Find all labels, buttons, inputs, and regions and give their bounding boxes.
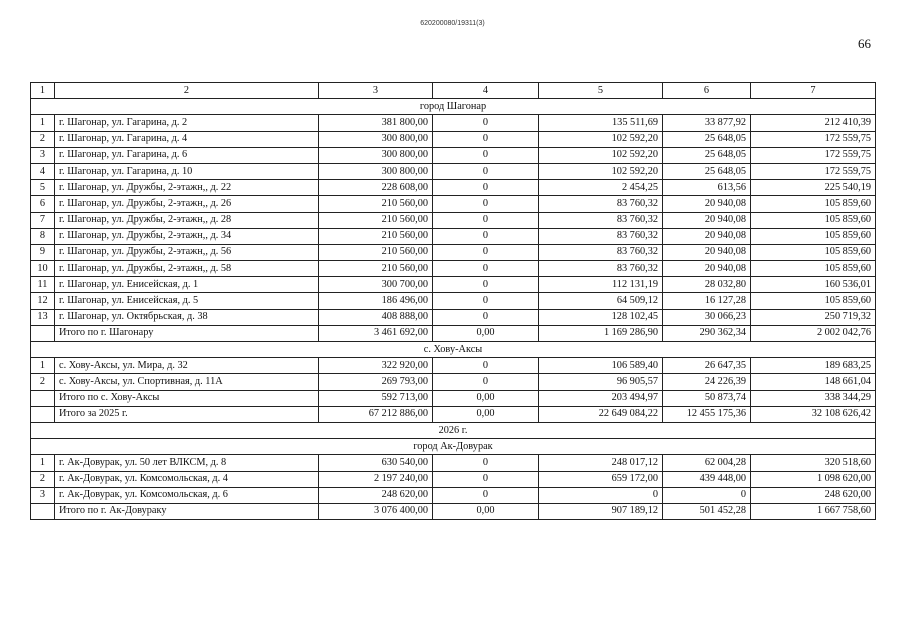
- value-cell: 105 859,60: [751, 244, 876, 260]
- value-cell: 2 454,25: [539, 180, 663, 196]
- value-cell: 630 540,00: [319, 455, 433, 471]
- value-cell: 83 760,32: [539, 196, 663, 212]
- value-cell: 28 032,80: [663, 277, 751, 293]
- section-title: город Ак-Довурак: [31, 439, 876, 455]
- value-cell: 112 131,19: [539, 277, 663, 293]
- value-cell: 3 076 400,00: [319, 503, 433, 519]
- value-cell: 106 589,40: [539, 358, 663, 374]
- row-number-cell: [31, 390, 55, 406]
- value-cell: 2 197 240,00: [319, 471, 433, 487]
- address-cell: г. Ак-Довурак, ул. 50 лет ВЛКСМ, д. 8: [55, 455, 319, 471]
- address-cell: г. Ак-Довурак, ул. Комсомольская, д. 4: [55, 471, 319, 487]
- value-cell: 210 560,00: [319, 212, 433, 228]
- value-cell: 300 700,00: [319, 277, 433, 293]
- value-cell: 300 800,00: [319, 147, 433, 163]
- value-cell: 33 877,92: [663, 115, 751, 131]
- address-cell: г. Шагонар, ул. Дружбы, 2-этажн,, д. 58: [55, 261, 319, 277]
- table-row: [31, 180, 876, 196]
- address-cell: с. Хову-Аксы, ул. Спортивная, д. 11А: [55, 374, 319, 390]
- address-cell: г. Шагонар, ул. Гагарина, д. 6: [55, 147, 319, 163]
- column-number-cell: 2: [55, 83, 319, 99]
- section-header-row: [31, 422, 876, 438]
- value-cell: 228 608,00: [319, 180, 433, 196]
- value-cell: 105 859,60: [751, 228, 876, 244]
- value-cell: 1 169 286,90: [539, 325, 663, 341]
- row-number-cell: 4: [31, 163, 55, 179]
- value-cell: 105 859,60: [751, 261, 876, 277]
- column-number-cell: 4: [433, 83, 539, 99]
- row-number-cell: 3: [31, 147, 55, 163]
- value-cell: 225 540,19: [751, 180, 876, 196]
- value-cell: 26 647,35: [663, 358, 751, 374]
- row-number-cell: 9: [31, 244, 55, 260]
- value-cell: 2 002 042,76: [751, 325, 876, 341]
- row-number-cell: 11: [31, 277, 55, 293]
- value-cell: 12 455 175,36: [663, 406, 751, 422]
- row-number-cell: 1: [31, 115, 55, 131]
- value-cell: 0: [433, 358, 539, 374]
- value-cell: 83 760,32: [539, 261, 663, 277]
- address-cell: с. Хову-Аксы, ул. Мира, д. 32: [55, 358, 319, 374]
- table-row: [31, 471, 876, 487]
- value-cell: 0: [433, 293, 539, 309]
- value-cell: 0,00: [433, 503, 539, 519]
- value-cell: 0: [433, 455, 539, 471]
- value-cell: 16 127,28: [663, 293, 751, 309]
- row-number-cell: 13: [31, 309, 55, 325]
- row-number-cell: 7: [31, 212, 55, 228]
- value-cell: 0: [433, 163, 539, 179]
- value-cell: 83 760,32: [539, 244, 663, 260]
- value-cell: 0: [433, 487, 539, 503]
- row-number-cell: 5: [31, 180, 55, 196]
- table-row: [31, 163, 876, 179]
- column-number-cell: 1: [31, 83, 55, 99]
- page-number: 66: [858, 36, 871, 51]
- row-number-cell: [31, 406, 55, 422]
- value-cell: 172 559,75: [751, 163, 876, 179]
- row-number-cell: 12: [31, 293, 55, 309]
- address-cell: г. Шагонар, ул. Октябрьская, д. 38: [55, 309, 319, 325]
- value-cell: 0,00: [433, 406, 539, 422]
- value-cell: 210 560,00: [319, 244, 433, 260]
- row-number-cell: 2: [31, 131, 55, 147]
- document-id: 620200080/19311(3): [420, 20, 485, 27]
- row-number-cell: 1: [31, 358, 55, 374]
- value-cell: 32 108 626,42: [751, 406, 876, 422]
- value-cell: 172 559,75: [751, 147, 876, 163]
- value-cell: 0,00: [433, 325, 539, 341]
- table-row: [31, 196, 876, 212]
- value-cell: 659 172,00: [539, 471, 663, 487]
- section-title: 2026 г.: [31, 422, 876, 438]
- value-cell: 105 859,60: [751, 196, 876, 212]
- address-cell: г. Шагонар, ул. Енисейская, д. 5: [55, 293, 319, 309]
- value-cell: 50 873,74: [663, 390, 751, 406]
- address-cell: г. Шагонар, ул. Дружбы, 2-этажн,, д. 28: [55, 212, 319, 228]
- value-cell: 128 102,45: [539, 309, 663, 325]
- value-cell: 22 649 084,22: [539, 406, 663, 422]
- table-row: [31, 212, 876, 228]
- address-cell: г. Шагонар, ул. Гагарина, д. 10: [55, 163, 319, 179]
- address-cell: г. Шагонар, ул. Дружбы, 2-этажн,, д. 26: [55, 196, 319, 212]
- value-cell: 0: [433, 131, 539, 147]
- value-cell: 25 648,05: [663, 131, 751, 147]
- column-number-cell: 5: [539, 83, 663, 99]
- value-cell: 592 713,00: [319, 390, 433, 406]
- column-number-cell: 6: [663, 83, 751, 99]
- address-cell: Итого по с. Хову-Аксы: [55, 390, 319, 406]
- address-cell: г. Шагонар, ул. Гагарина, д. 4: [55, 131, 319, 147]
- value-cell: 300 800,00: [319, 163, 433, 179]
- table-row: [31, 147, 876, 163]
- table-row: [31, 374, 876, 390]
- section-header-row: [31, 99, 876, 115]
- table-row: [31, 261, 876, 277]
- table-row: [31, 115, 876, 131]
- section-header-row: [31, 439, 876, 455]
- total-row: [31, 406, 876, 422]
- address-cell: Итого по г. Шагонару: [55, 325, 319, 341]
- value-cell: 102 592,20: [539, 163, 663, 179]
- value-cell: 269 793,00: [319, 374, 433, 390]
- address-cell: г. Шагонар, ул. Енисейская, д. 1: [55, 277, 319, 293]
- table-row: [31, 131, 876, 147]
- value-cell: 20 940,08: [663, 196, 751, 212]
- address-cell: Итого по г. Ак-Довураку: [55, 503, 319, 519]
- value-cell: 83 760,32: [539, 212, 663, 228]
- value-cell: 248 620,00: [751, 487, 876, 503]
- row-number-cell: 6: [31, 196, 55, 212]
- row-number-cell: 2: [31, 471, 55, 487]
- table-row: [31, 244, 876, 260]
- value-cell: 160 536,01: [751, 277, 876, 293]
- value-cell: 64 509,12: [539, 293, 663, 309]
- value-cell: 0: [433, 374, 539, 390]
- value-cell: 105 859,60: [751, 212, 876, 228]
- value-cell: 0: [433, 180, 539, 196]
- total-row: [31, 390, 876, 406]
- value-cell: 0: [433, 228, 539, 244]
- table-row: [31, 277, 876, 293]
- value-cell: 25 648,05: [663, 163, 751, 179]
- value-cell: 300 800,00: [319, 131, 433, 147]
- value-cell: 381 800,00: [319, 115, 433, 131]
- value-cell: 0: [433, 115, 539, 131]
- data-table: [30, 82, 876, 520]
- address-cell: г. Шагонар, ул. Гагарина, д. 2: [55, 115, 319, 131]
- value-cell: 83 760,32: [539, 228, 663, 244]
- value-cell: 0: [433, 147, 539, 163]
- row-number-cell: 3: [31, 487, 55, 503]
- value-cell: 212 410,39: [751, 115, 876, 131]
- address-cell: г. Шагонар, ул. Дружбы, 2-этажн,, д. 34: [55, 228, 319, 244]
- value-cell: 250 719,32: [751, 309, 876, 325]
- value-cell: 186 496,00: [319, 293, 433, 309]
- value-cell: 210 560,00: [319, 196, 433, 212]
- table-row: [31, 487, 876, 503]
- section-title: с. Хову-Аксы: [31, 342, 876, 358]
- value-cell: 907 189,12: [539, 503, 663, 519]
- table-row: [31, 228, 876, 244]
- value-cell: 24 226,39: [663, 374, 751, 390]
- value-cell: 102 592,20: [539, 147, 663, 163]
- value-cell: 290 362,34: [663, 325, 751, 341]
- column-number-cell: 7: [751, 83, 876, 99]
- value-cell: 0: [433, 212, 539, 228]
- value-cell: 613,56: [663, 180, 751, 196]
- value-cell: 135 511,69: [539, 115, 663, 131]
- value-cell: 20 940,08: [663, 228, 751, 244]
- value-cell: 25 648,05: [663, 147, 751, 163]
- total-row: [31, 503, 876, 519]
- value-cell: 203 494,97: [539, 390, 663, 406]
- value-cell: 408 888,00: [319, 309, 433, 325]
- value-cell: 248 620,00: [319, 487, 433, 503]
- address-cell: г. Шагонар, ул. Дружбы, 2-этажн,, д. 22: [55, 180, 319, 196]
- value-cell: 0: [663, 487, 751, 503]
- row-number-cell: 10: [31, 261, 55, 277]
- value-cell: 1 667 758,60: [751, 503, 876, 519]
- value-cell: 67 212 886,00: [319, 406, 433, 422]
- column-number-cell: 3: [319, 83, 433, 99]
- value-cell: 105 859,60: [751, 293, 876, 309]
- section-header-row: [31, 342, 876, 358]
- value-cell: 148 661,04: [751, 374, 876, 390]
- table-row: [31, 455, 876, 471]
- table-row: [31, 358, 876, 374]
- value-cell: 210 560,00: [319, 261, 433, 277]
- value-cell: 0: [539, 487, 663, 503]
- value-cell: 0: [433, 309, 539, 325]
- table-row: [31, 309, 876, 325]
- address-cell: г. Ак-Довурак, ул. Комсомольская, д. 6: [55, 487, 319, 503]
- address-cell: г. Шагонар, ул. Дружбы, 2-этажн,, д. 56: [55, 244, 319, 260]
- value-cell: 248 017,12: [539, 455, 663, 471]
- value-cell: 20 940,08: [663, 261, 751, 277]
- row-number-cell: 2: [31, 374, 55, 390]
- value-cell: 0: [433, 244, 539, 260]
- value-cell: 338 344,29: [751, 390, 876, 406]
- value-cell: 172 559,75: [751, 131, 876, 147]
- value-cell: 1 098 620,00: [751, 471, 876, 487]
- table-body: [31, 83, 876, 520]
- value-cell: 0,00: [433, 390, 539, 406]
- value-cell: 20 940,08: [663, 212, 751, 228]
- value-cell: 20 940,08: [663, 244, 751, 260]
- value-cell: 501 452,28: [663, 503, 751, 519]
- value-cell: 30 066,23: [663, 309, 751, 325]
- value-cell: 439 448,00: [663, 471, 751, 487]
- value-cell: 320 518,60: [751, 455, 876, 471]
- value-cell: 0: [433, 261, 539, 277]
- row-number-cell: 1: [31, 455, 55, 471]
- address-cell: Итого за 2025 г.: [55, 406, 319, 422]
- value-cell: 0: [433, 471, 539, 487]
- row-number-cell: [31, 325, 55, 341]
- value-cell: 0: [433, 196, 539, 212]
- section-title: город Шагонар: [31, 99, 876, 115]
- value-cell: 189 683,25: [751, 358, 876, 374]
- row-number-cell: 8: [31, 228, 55, 244]
- value-cell: 96 905,57: [539, 374, 663, 390]
- column-number-row: [31, 83, 876, 99]
- value-cell: 322 920,00: [319, 358, 433, 374]
- value-cell: 62 004,28: [663, 455, 751, 471]
- value-cell: 102 592,20: [539, 131, 663, 147]
- total-row: [31, 325, 876, 341]
- value-cell: 210 560,00: [319, 228, 433, 244]
- value-cell: 3 461 692,00: [319, 325, 433, 341]
- table-row: [31, 293, 876, 309]
- row-number-cell: [31, 503, 55, 519]
- value-cell: 0: [433, 277, 539, 293]
